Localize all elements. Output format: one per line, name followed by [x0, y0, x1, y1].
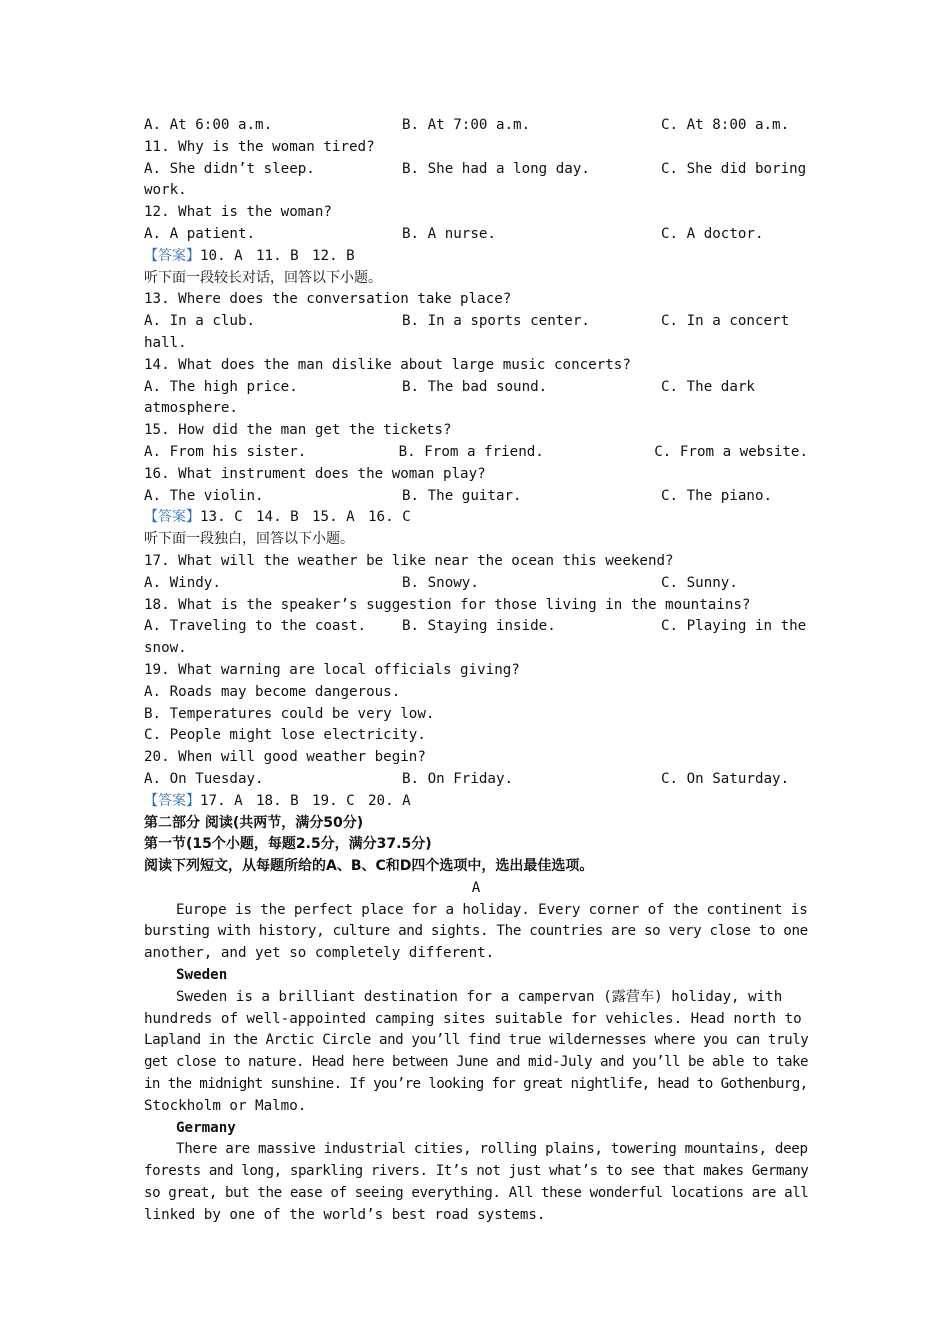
part2-title: 第二部分 阅读(共两节，满分50分): [144, 814, 364, 831]
q20-stem: 20. When will good weather begin?: [144, 749, 426, 766]
germany-line: There are massive industrial cities, rolling plains, towering mountains, deep: [176, 1141, 808, 1158]
q17-option-b: B. Snowy.: [402, 574, 479, 591]
q14-stem: 14. What does the man dislike about large music concerts?: [144, 356, 631, 373]
q11-option-c-cont: work.: [144, 182, 187, 199]
q20-option-a: A. On Tuesday.: [144, 770, 264, 787]
q15-option-a: A. From his sister.: [144, 443, 307, 460]
q12-stem: 12. What is the woman?: [144, 204, 332, 221]
passage-label: A: [471, 879, 481, 896]
q14-option-b: B. The bad sound.: [402, 378, 548, 395]
q18-options: [144, 616, 808, 638]
answer-item: 15. A: [312, 509, 355, 526]
q19-stem: 19. What warning are local officials giving?: [144, 661, 520, 678]
q19-option-c: C. People might lose electricity.: [144, 727, 426, 744]
q11-option-b: B. She had a long day.: [402, 160, 590, 177]
answer-item: 19. C: [312, 792, 355, 809]
sweden-line: Sweden is a brilliant destination for a campervan (露营车) holiday, with: [176, 988, 783, 1005]
answer-item: 18. B: [256, 792, 299, 809]
q11-option-c: C. She did boring: [661, 160, 807, 177]
q13-option-a: A. In a club.: [144, 313, 256, 330]
sweden-heading: Sweden: [176, 967, 228, 984]
q14-option-c: C. The dark: [661, 378, 755, 395]
q10-options: [144, 115, 808, 137]
q17-stem: 17. What will the weather be like near the ocean this weekend?: [144, 552, 674, 569]
q12-option-c: C. A doctor.: [661, 225, 764, 242]
answer-item: 20. A: [368, 792, 411, 809]
q20-options: [144, 769, 808, 791]
answer-key-1: [144, 246, 808, 268]
q16-option-c: C. The piano.: [661, 487, 773, 504]
q10-option-b: B. At 7:00 a.m.: [402, 117, 531, 133]
q20-option-b: B. On Friday.: [402, 770, 514, 787]
germany-line: forests and long, sparkling rivers. It’s not just what’s to see that makes Germany: [144, 1163, 809, 1180]
q13-stem: 13. Where does the conversation take place?: [144, 291, 512, 308]
q14-options: [144, 377, 808, 399]
q17-options: [144, 573, 808, 595]
answer-item: 12. B: [312, 247, 355, 264]
q13-option-b: B. In a sports center.: [402, 313, 590, 330]
answer-item: 16. C: [368, 509, 411, 526]
q19-option-a: A. Roads may become dangerous.: [144, 683, 401, 700]
germany-line: linked by one of the world’s best road systems.: [144, 1206, 546, 1223]
q16-option-b: B. The guitar.: [402, 487, 522, 504]
answer-label: 【答案】: [144, 247, 200, 264]
q15-option-b: B. From a friend.: [398, 443, 544, 460]
q15-stem: 15. How did the man get the tickets?: [144, 422, 452, 439]
q14-option-a: A. The high price.: [144, 378, 298, 395]
q18-option-b: B. Staying inside.: [402, 618, 556, 635]
q13-options: [144, 311, 808, 333]
q12-option-b: B. A nurse.: [402, 225, 496, 242]
q13-option-c: C. In a concert: [661, 313, 790, 330]
instruction-long-dialogue: 听下面一段较长对话，回答以下小题。: [144, 269, 382, 286]
answer-item: 14. B: [256, 509, 299, 526]
q18-option-a: A. Traveling to the coast.: [144, 618, 367, 635]
answer-item: 17. A: [200, 792, 243, 809]
reading-instruction: 阅读下列短文，从每题所给的A、B、C和D四个选项中，选出最佳选项。: [144, 858, 594, 875]
q11-option-a: A. She didn’t sleep.: [144, 160, 315, 177]
q18-option-c-cont: snow.: [144, 640, 187, 657]
answer-key-2: [144, 507, 808, 529]
answer-label: 【答案】: [144, 509, 200, 526]
q16-option-a: A. The violin.: [144, 487, 264, 504]
q20-option-c: C. On Saturday.: [661, 770, 790, 787]
sweden-line: Stockholm or Malmo.: [144, 1097, 307, 1114]
q14-option-c-cont: atmosphere.: [144, 400, 238, 417]
sweden-line: in the midnight sunshine. If you’re looking for great nightlife, head to Gothenburg,: [144, 1076, 808, 1093]
passage-intro-line: bursting with history, culture and sights. The countries are so very close to one: [144, 923, 808, 940]
q16-stem: 16. What instrument does the woman play?: [144, 465, 486, 482]
sweden-line: get close to nature. Head here between June and mid-July and you’ll be able to take: [144, 1054, 808, 1071]
sweden-line: hundreds of well-appointed camping sites suitable for vehicles. Head north to: [144, 1010, 802, 1027]
germany-heading: Germany: [176, 1119, 236, 1136]
q17-option-c: C. Sunny.: [661, 574, 738, 591]
q17-option-a: A. Windy.: [144, 574, 221, 591]
q19-option-b: B. Temperatures could be very low.: [144, 705, 435, 722]
q12-options: [144, 224, 808, 246]
answer-label: 【答案】: [144, 792, 200, 809]
q12-option-a: A. A patient.: [144, 225, 256, 242]
answer-item: 13. C: [200, 509, 243, 526]
passage-intro-line: another, and yet so completely different.: [144, 945, 495, 962]
sweden-line: Lapland in the Arctic Circle and you’ll find true wildernesses where you can truly: [144, 1032, 809, 1049]
q16-options: [144, 486, 808, 508]
q18-stem: 18. What is the speaker’s suggestion for those living in the mountains?: [144, 596, 751, 613]
answer-key-3: [144, 791, 808, 813]
q11-options: [144, 159, 808, 181]
document-page: [144, 115, 808, 1227]
q10-option-c: C. At 8:00 a.m.: [661, 117, 790, 133]
instruction-monologue: 听下面一段独白，回答以下小题。: [144, 531, 354, 548]
q15-option-c: C. From a website.: [654, 443, 808, 460]
answer-item: 10. A: [200, 247, 243, 264]
q15-options: [144, 442, 808, 464]
q10-option-a: A. At 6:00 a.m.: [144, 117, 273, 133]
q13-option-c-cont: hall.: [144, 334, 187, 351]
q11-stem: 11. Why is the woman tired?: [144, 138, 375, 155]
section1-title: 第一节(15个小题，每题2.5分，满分37.5分): [144, 836, 432, 853]
passage-intro-line: Europe is the perfect place for a holiday. Every corner of the continent is: [176, 901, 808, 918]
answer-item: 11. B: [256, 247, 299, 264]
q18-option-c: C. Playing in the: [661, 618, 807, 635]
germany-line: so great, but the ease of seeing everything. All these wonderful locations are all: [144, 1185, 809, 1202]
